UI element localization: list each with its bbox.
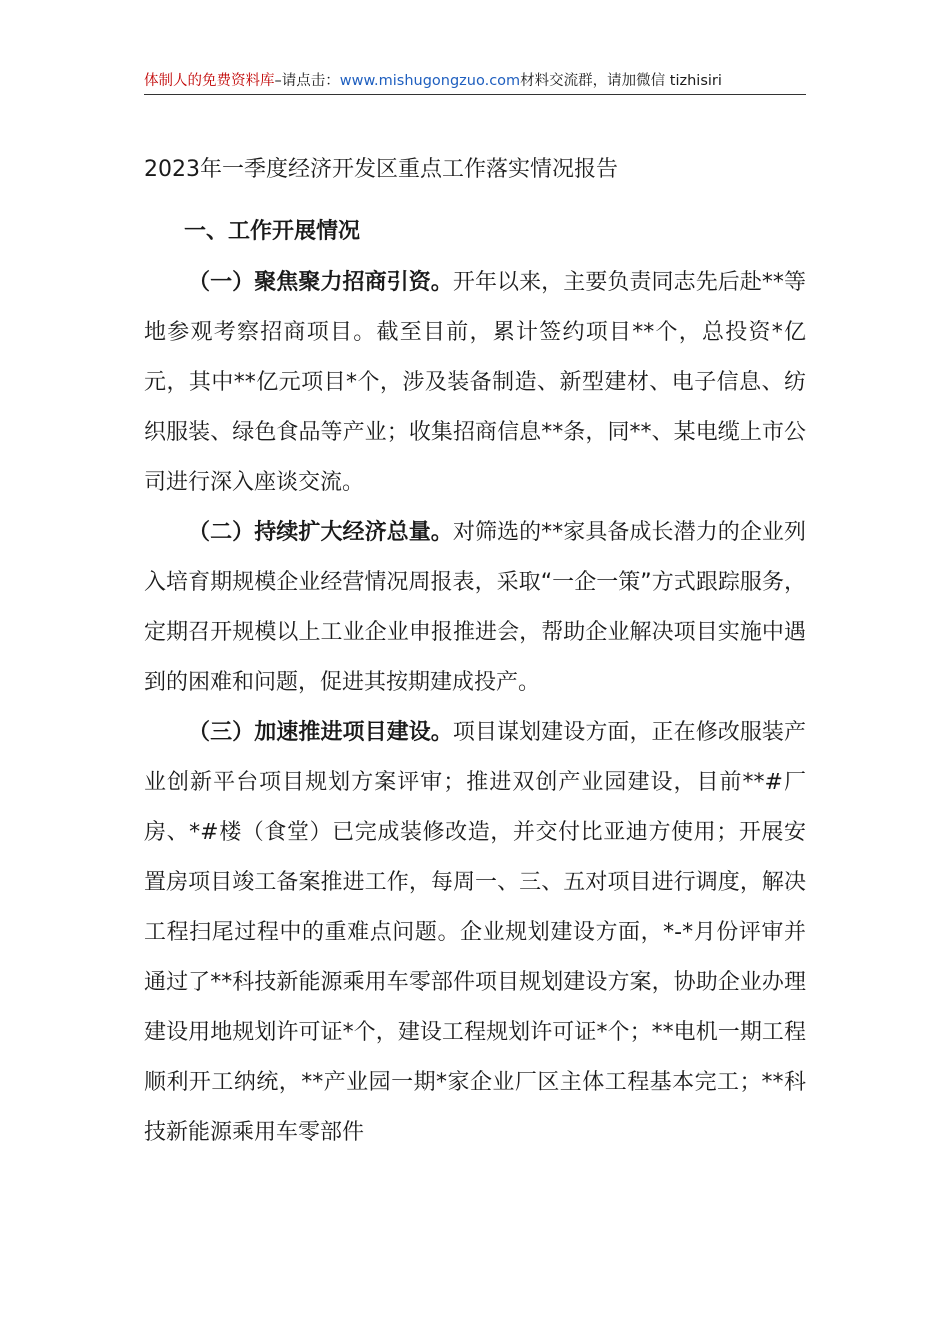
page-header [144, 70, 806, 92]
paragraph-3 [144, 708, 806, 1158]
paragraph-1-lead: （一）聚焦聚力招商引资。 [188, 270, 453, 295]
paragraph-3-text: 项目谋划建设方面，正在修改服装产业创新平台项目规划方案评审；推进双创产业园建设，目前**#厂房、*#楼（食堂）已完成装修改造，并交付比亚迪方使用；开展安置房项目竣工备案推进工作，每周一、三、五对项目进行调度，解决工程扫尾过程中的重难点问题。企业规划建设方面，*-*月份评审并通过了**科技新能源乘用车零部件项目规划建设方案，协助企业办理建设用地规划许可证*个，建设工程规划许可证*个；**电机一期工程顺利开工纳统，**产业园一期*家企业厂区主体工程基本完工；**科技新能源乘用车零部件 [144, 720, 806, 1145]
header-brand: 体制人的免费资料库 [144, 73, 275, 89]
paragraph-1-text: 开年以来，主要负责同志先后赴**等地参观考察招商项目。截至目前，累计签约项目**个，总投资*亿元，其中**亿元项目*个，涉及装备制造、新型建材、电子信息、纺织服装、绿色食品等产业；收集招商信息**条，同**、某电缆上市公司进行深入座谈交流。 [144, 270, 806, 495]
paragraph-2-text: 对筛选的**家具备成长潜力的企业列入培育期规模企业经营情况周报表，采取“一企一策”方式跟踪服务，定期召开规模以上工业企业申报推进会，帮助企业解决项目实施中遇到的困难和问题，促进其按期建成投产。 [144, 520, 806, 695]
paragraph-2 [144, 508, 806, 708]
paragraph-3-lead: （三）加速推进项目建设。 [188, 720, 453, 745]
header-url-link[interactable]: www.mishugongzuo.com [339, 73, 521, 89]
section-heading: 一、工作开展情况 [184, 219, 361, 244]
header-prompt: –请点击： [274, 73, 340, 89]
paragraph-2-lead: （二）持续扩大经济总量。 [188, 520, 453, 545]
header-divider [144, 94, 806, 95]
paragraph-1 [144, 258, 806, 508]
header-suffix: 材料交流群，请加微信 tizhisiri [520, 73, 722, 89]
document-body [144, 258, 806, 1158]
document-title: 2023年一季度经济开发区重点工作落实情况报告 [144, 157, 618, 182]
